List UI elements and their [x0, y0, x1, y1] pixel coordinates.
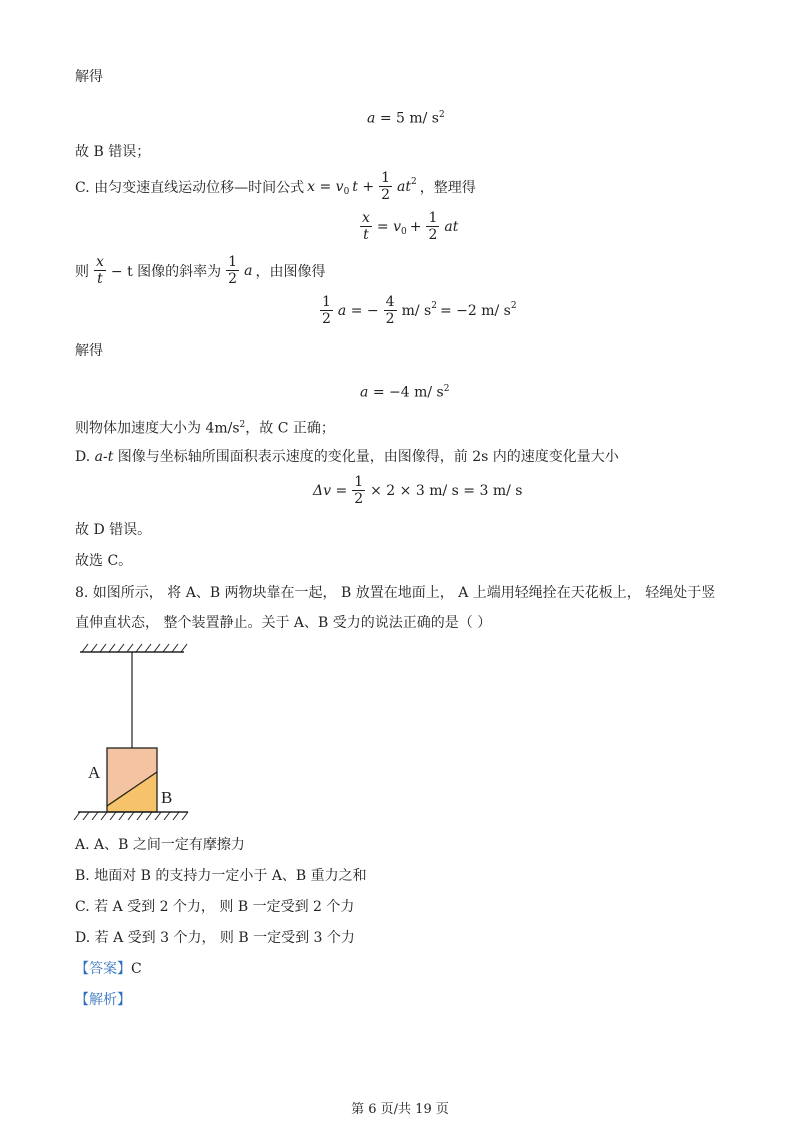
equation-half-a: [318, 294, 517, 327]
d-intro-pre: D.: [75, 449, 91, 465]
c-intro-pre: C. 由匀变速直线运动位移—时间公式: [75, 179, 305, 196]
eq3-exp: 2: [431, 300, 437, 311]
page-footer: 第 6 页/共 19 页: [351, 1102, 449, 1117]
answer-line: [75, 960, 142, 978]
frac-num: 1: [428, 210, 438, 226]
slope-a: a: [244, 262, 253, 279]
c-result-line: [75, 416, 335, 438]
text-choose: 故选 C。: [75, 553, 133, 569]
c-intro-line: [75, 170, 476, 203]
d-intro-at: a-t: [94, 449, 114, 465]
eq1-exp: 2: [438, 110, 445, 120]
frac-den: 2: [428, 227, 438, 243]
ceiling-hatch: [82, 644, 187, 652]
eq1-rhs: = 5 m/ s: [379, 110, 439, 127]
c-formula-t: t +: [352, 178, 375, 195]
eq4-lhs: a: [360, 384, 369, 401]
frac-den: t: [97, 271, 103, 287]
text-jiede-1: 解得: [75, 69, 103, 85]
frac-num: x: [96, 254, 104, 270]
option-a: A. A、B 之间一定有摩擦力: [75, 837, 245, 853]
slope-pre: 则: [75, 263, 89, 280]
eq1-lhs: a: [367, 110, 376, 127]
eq3-a: a = −: [337, 302, 379, 319]
slope-line: [75, 254, 325, 287]
frac-num: 1: [381, 170, 391, 186]
frac-den: 2: [322, 311, 331, 327]
label-b: B: [161, 788, 173, 807]
c-formula-exp: 2: [411, 176, 417, 187]
fraction-half: [379, 170, 392, 203]
eq2-mid: = v: [376, 218, 401, 235]
eq4-exp: 2: [443, 384, 450, 394]
c-result-post: ，故 C 正确；: [245, 420, 335, 437]
fraction-x-t: [94, 254, 106, 287]
text-b-wrong: 故 B 错误；: [75, 144, 151, 160]
c-intro-post: ，整理得: [419, 179, 476, 196]
d-intro-post: 图像与坐标轴所围面积表示速度的变化量，由图像得，前 2s 内的速度变化量大小: [117, 449, 619, 465]
frac-den: 2: [385, 311, 395, 327]
eq5-rhs: × 2 × 3 m/ s = 3 m/ s: [370, 482, 523, 499]
eq2-plus: +: [409, 218, 422, 235]
equation-delta-v: [313, 474, 522, 507]
label-a: A: [88, 763, 101, 782]
frac-den: t: [363, 227, 369, 243]
frac-num: 1: [228, 254, 238, 270]
option-c: C. 若 A 受到 2 个力， 则 B 一定受到 2 个力: [75, 899, 355, 915]
equation-a-5: [367, 106, 445, 128]
eq2-at: at: [444, 218, 459, 235]
option-d: D. 若 A 受到 3 个力， 则 B 一定受到 3 个力: [75, 930, 355, 946]
c-formula: x = v: [307, 178, 344, 195]
frac-num: 4: [385, 294, 395, 310]
c-result-pre: 则物体加速度大小为 4m/s: [75, 420, 240, 437]
text-d-wrong: 故 D 错误。: [75, 522, 152, 538]
blocks-diagram: [70, 640, 200, 820]
ground-hatch: [74, 812, 188, 820]
eq3-rhs: m/ s: [401, 302, 432, 319]
text-jiede-2: 解得: [75, 343, 103, 359]
blocks-diagram-svg: [70, 640, 200, 820]
frac-den: 2: [228, 271, 238, 287]
fraction-half: [320, 294, 333, 327]
frac-num: 1: [322, 294, 331, 310]
fraction-half: [426, 210, 439, 243]
question-8-line-1: 8. 如图所示， 将 A、B 两物块靠在一起， B 放置在地面上， A 上端用轻绳拴在天花板上， 轻绳处于竖: [75, 585, 716, 601]
answer-value: C: [131, 961, 142, 977]
answer-tag: 【答案】: [75, 961, 131, 977]
frac-num: x: [362, 210, 370, 226]
fraction-half: [352, 474, 365, 507]
eq3-rhs2: = −2 m/ s: [439, 302, 511, 319]
fraction-x-t: [360, 210, 372, 243]
analysis-tag: 【解析】: [75, 992, 131, 1008]
c-formula-at: at: [397, 178, 412, 195]
fraction-half: [226, 254, 239, 287]
equation-a-minus-4: [360, 380, 449, 402]
eq5-lhs: Δv =: [313, 482, 348, 499]
slope-post: ，由图像得: [255, 263, 326, 280]
eq4-rhs: = −4 m/ s: [372, 384, 444, 401]
slope-mid: − t 图像的斜率为: [110, 263, 222, 280]
c-formula-sub: 0: [343, 186, 350, 197]
question-8-line-2: 直伸直状态， 整个装置静止。关于 A、B 受力的说法正确的是（ ）: [75, 615, 492, 631]
frac-num: 1: [354, 474, 364, 490]
eq3-exp2: 2: [510, 300, 517, 311]
d-intro-line: [75, 448, 619, 466]
frac-den: 2: [381, 187, 391, 203]
equation-x-over-t: [358, 210, 458, 243]
eq2-sub: 0: [401, 226, 407, 237]
option-b: B. 地面对 B 的支持力一定小于 A、B 重力之和: [75, 868, 367, 884]
frac-den: 2: [354, 491, 364, 507]
fraction-four-two: [384, 294, 397, 327]
c-result-exp: 2: [239, 420, 246, 430]
